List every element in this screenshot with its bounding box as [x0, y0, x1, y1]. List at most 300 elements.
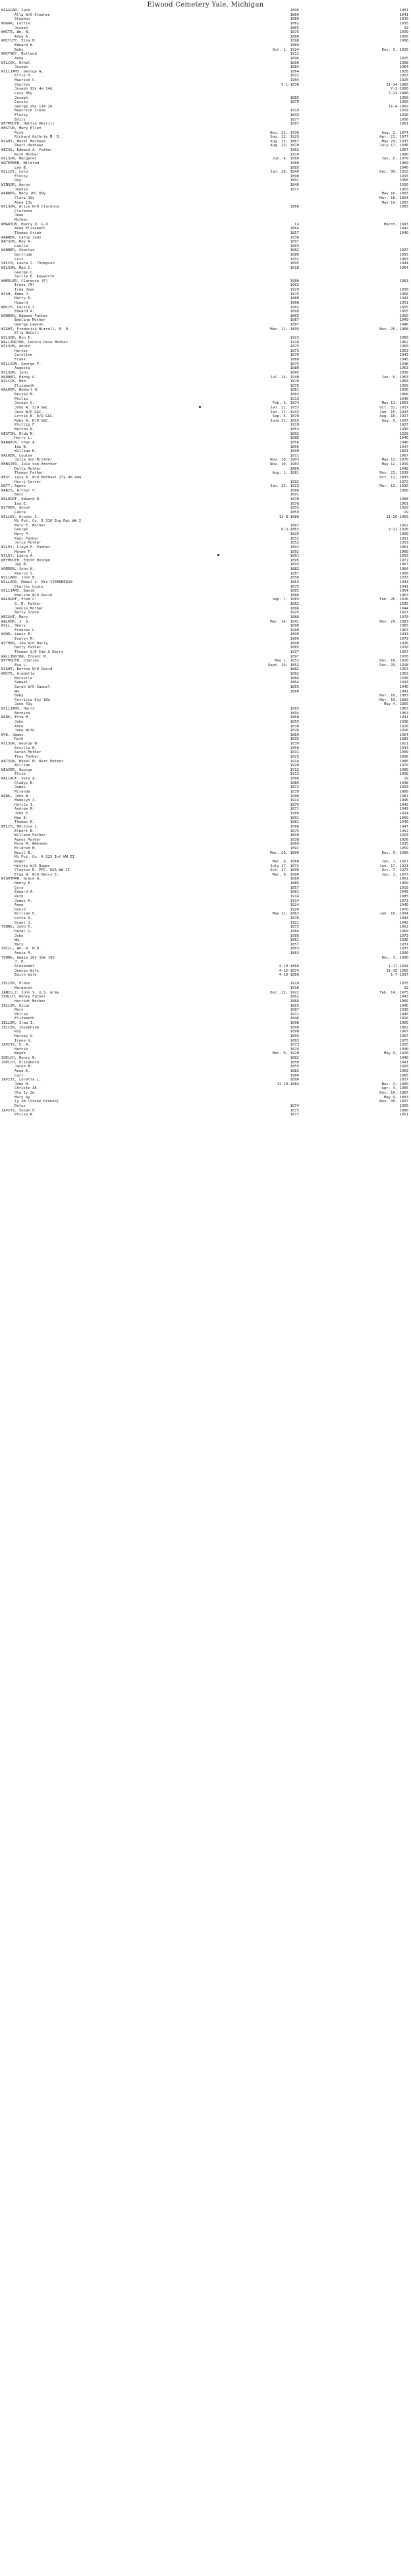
- record-died: 1942: [399, 227, 408, 231]
- record-row: [0, 921, 411, 926]
- record-born: 1866: [290, 205, 299, 210]
- record-subentry: Rick: [14, 130, 24, 135]
- record-born: 1937: [290, 650, 299, 654]
- record-born: 1890: [290, 61, 299, 65]
- record-born: 1909: [290, 637, 299, 641]
- record-died: 1968: [399, 393, 408, 397]
- record-died: 1954: [399, 589, 408, 594]
- record-died: 1954: [399, 733, 408, 737]
- record-died: 1967: [399, 453, 408, 458]
- record-born: 1897: [290, 654, 299, 659]
- record-row: [0, 480, 411, 485]
- record-row: [0, 807, 411, 812]
- record-row: [0, 546, 411, 550]
- record-born: 1889: [290, 781, 299, 785]
- record-born: 1890: [290, 174, 299, 179]
- record-born: Aug. 13, 1867: [270, 139, 299, 144]
- record-row: [0, 105, 411, 109]
- record-died: Nov. 30, 1897: [379, 1100, 408, 1104]
- record-born: Sep. 5, 1870: [272, 414, 299, 419]
- record-died: 1952: [399, 829, 408, 833]
- record-name: VELCH, Laura J. Thompson: [1, 262, 55, 266]
- record-row: [0, 188, 411, 192]
- record-died: 1947: [399, 824, 408, 829]
- record-born: Aug. 23, 1870: [270, 144, 299, 148]
- record-died: 1965: [399, 1073, 408, 1078]
- record-name: WEAVER, George: [1, 768, 33, 772]
- record-born: 1860: [290, 715, 299, 720]
- record-born: 4-19-1866: [279, 973, 299, 978]
- record-died: 1939: [399, 646, 408, 650]
- record-born: 1900: [290, 161, 299, 165]
- record-name: WEST, Lucy A. W/O Bethuel 27y 4m 4da: [1, 475, 82, 480]
- record-died: 1942: [399, 353, 408, 358]
- record-subentry: Harry Father: [14, 646, 41, 650]
- record-subentry: Flossy: [14, 174, 28, 179]
- record-died: 1963: [399, 593, 408, 598]
- record-row: [0, 379, 411, 384]
- record-died: 1985: [399, 894, 408, 899]
- record-died: Dec. 10, 1887: [379, 1091, 408, 1095]
- record-died: 1943: [399, 995, 408, 999]
- record-died: 1909: [399, 532, 408, 536]
- record-born: 1886: [290, 436, 299, 441]
- record-row: [0, 554, 411, 559]
- record-subentry: Paul Father: [14, 536, 40, 541]
- record-row: [0, 1008, 411, 1013]
- record-row: [0, 729, 411, 733]
- record-died: Dec. 29, 1918: [379, 663, 408, 667]
- record-row: [0, 585, 411, 590]
- record-subentry: Annie M.: [14, 951, 32, 955]
- record-born: 1864: [290, 227, 299, 231]
- record-died: 1949: [399, 807, 408, 812]
- record-subentry: Elbert B.: [14, 829, 35, 833]
- record-died: 1916: [399, 729, 408, 733]
- record-died: 1914: [399, 812, 408, 816]
- record-row: [0, 1069, 411, 1074]
- record-born: 1838: [290, 837, 299, 842]
- record-born: 1883: [290, 589, 299, 594]
- record-died: 1908: [399, 789, 408, 794]
- record-name: WILL, Henry: [1, 624, 26, 629]
- record-name: WILLARD, John B.: [1, 576, 37, 580]
- record-died: 1928: [399, 69, 408, 74]
- record-died: 1942: [399, 802, 408, 807]
- record-subentry: Thomas K.: [14, 820, 35, 825]
- record-died: 1956: [399, 117, 408, 122]
- record-row: [0, 772, 411, 777]
- record-row: [0, 183, 411, 188]
- record-born: 1867: [290, 318, 299, 323]
- record-row: [0, 122, 411, 126]
- record-row: [0, 310, 411, 314]
- record-born: 1910: [290, 152, 299, 157]
- record-died: 1916: [399, 183, 408, 187]
- record-died: 1961: [399, 877, 408, 882]
- record-row: [0, 986, 411, 991]
- record-died: 1940: [399, 685, 408, 689]
- record-died: 1951: [399, 300, 408, 305]
- record-born: 4-19-1866: [279, 964, 299, 968]
- record-name: ZUELCH, Elizabeth: [1, 1060, 40, 1065]
- record-row: [0, 598, 411, 602]
- record-name: WALKER, J. G.: [1, 619, 30, 624]
- record-died: 1963: [399, 257, 408, 262]
- record-row: [0, 702, 411, 707]
- record-subentry: Luella: [14, 244, 28, 248]
- record-born: 1886: [290, 253, 299, 257]
- record-subentry: Cora: [14, 885, 24, 890]
- record-died: 1968: [399, 772, 408, 777]
- record-died: Oct. 11, 1893: [379, 475, 408, 480]
- record-died: 1959: [399, 554, 408, 559]
- record-subentry: Mary P.: [14, 532, 30, 536]
- record-row: [0, 694, 411, 698]
- record-born: Jun. 4, 1899: [272, 157, 299, 161]
- record-row: [0, 502, 411, 507]
- record-died: 1935: [399, 842, 408, 847]
- record-subentry: William E.: [14, 912, 37, 916]
- record-born: Oct. 1, 1924: [272, 47, 299, 52]
- record-row: [0, 637, 411, 642]
- record-row: [0, 886, 411, 891]
- record-subentry: Mi Pvt. Co. 3 310 Eng Rgt WW I: [14, 519, 82, 524]
- record-died: 1933: [399, 576, 408, 580]
- record-born: 1891: [290, 816, 299, 820]
- record-row: [0, 882, 411, 886]
- record-row: [0, 563, 411, 567]
- record-row: [0, 52, 411, 57]
- record-row: [0, 175, 411, 179]
- record-born: 1909: [290, 812, 299, 816]
- record-row: [0, 358, 411, 362]
- record-died: Nov. 25, 1968: [379, 327, 408, 331]
- record-born: 1866: [290, 606, 299, 611]
- record-row: [0, 1100, 411, 1104]
- record-subentry: Mary 4y: [14, 1095, 30, 1100]
- record-born: 1853: [290, 428, 299, 432]
- record-row: [0, 1048, 411, 1052]
- record-died: 1963: [399, 279, 408, 283]
- record-subentry: Ruth Mother: [14, 152, 40, 157]
- record-row: [0, 1004, 411, 1009]
- record-died: 1955: [399, 1104, 408, 1108]
- dot-mark: [199, 406, 201, 408]
- record-died: Dec. 18, 1918: [379, 659, 408, 663]
- record-born: 1902: [290, 305, 299, 310]
- record-died: 1940: [399, 820, 408, 825]
- record-row: [0, 672, 411, 677]
- record-row: [0, 39, 411, 43]
- record-born: 1877: [290, 1113, 299, 1117]
- record-born: 1877: [290, 117, 299, 122]
- record-row: [0, 279, 411, 284]
- record-died: 1943: [399, 632, 408, 637]
- record-row: [0, 371, 411, 376]
- record-subentry: Harriet Mother: [14, 999, 46, 1003]
- record-name: WOOD, Lewis E.: [1, 632, 33, 637]
- record-row: [0, 462, 411, 467]
- record-born: 1892: [290, 549, 299, 554]
- record-row: [0, 306, 411, 310]
- record-died: Jun. 1, 1973: [381, 872, 408, 877]
- record-born: 1891: [290, 554, 299, 559]
- record-row: [0, 620, 411, 625]
- record-name: WEBSTER, Jule Son-Brother: [1, 462, 57, 466]
- record-died: 1963: [399, 1069, 408, 1073]
- record-born: 1914: [290, 899, 299, 903]
- record-name: WARNER, Cathy Jean: [1, 235, 41, 240]
- record-name: WILLEY, Grover C.: [1, 515, 40, 519]
- record-died: 1970: [399, 907, 408, 912]
- record-subentry: Thomas Uriah: [14, 231, 41, 235]
- record-subentry: Sallie E. Keyworth: [14, 275, 55, 279]
- record-subentry: Ruth: [14, 894, 24, 899]
- record-died: Jan. 1, 1927: [381, 859, 408, 864]
- record-born: 1875: [290, 802, 299, 807]
- record-row: [0, 825, 411, 829]
- record-died: 1956: [399, 292, 408, 296]
- record-subentry: Betty Irene: [14, 611, 40, 615]
- record-row: [0, 655, 411, 659]
- record-name: WILLSON, George F.: [1, 362, 41, 366]
- record-row: [0, 218, 411, 223]
- record-born: 1865: [290, 314, 299, 318]
- record-died: Dec. 30, 1913: [379, 170, 408, 175]
- record-died: Jan. 10, 1904: [379, 912, 408, 916]
- record-died: 1956: [399, 179, 408, 183]
- record-born: 1893: [290, 1038, 299, 1043]
- record-born: 1929: [290, 288, 299, 292]
- record-born: May 11, 1863: [272, 912, 299, 916]
- record-died: Nov. 29, 1883: [379, 619, 408, 624]
- record-born: 1875: [290, 584, 299, 589]
- record-born: 1868: [290, 824, 299, 829]
- record-subentry: George C.: [14, 270, 35, 275]
- record-subentry: Andrew M.: [14, 807, 35, 812]
- record-name: WRIGHT, Mary: [1, 615, 28, 619]
- record-name: WHITNEY, Rolland: [1, 52, 37, 57]
- record-born: 1895: [290, 737, 299, 742]
- record-died: 1906: [399, 754, 408, 759]
- record-subentry: Flossy: [14, 113, 28, 117]
- record-died: 1961: [399, 545, 408, 549]
- record-subentry: J. H.: [14, 960, 26, 965]
- record-born: 1856: [290, 445, 299, 449]
- record-row: [0, 532, 411, 537]
- record-died: Oct. 31, 1937: [379, 405, 408, 410]
- record-died: Apr. 21, 1977: [379, 135, 408, 140]
- record-died: 1938: [399, 676, 408, 681]
- record-born: 1866: [290, 676, 299, 681]
- record-subentry: Thomas S/O Ida & Harry: [14, 650, 64, 654]
- record-subentry: Agnes Mother: [14, 837, 41, 842]
- record-row: [0, 667, 411, 672]
- record-row: [0, 1021, 411, 1026]
- record-name: ZAVITZ, Susan E.: [1, 1108, 37, 1113]
- record-died: 1983: [399, 737, 408, 742]
- record-row: [0, 144, 411, 148]
- record-died: 1942: [399, 920, 408, 925]
- record-born: 1919: [290, 982, 299, 986]
- record-born: Aug. 1, 1881: [272, 471, 299, 476]
- record-died: May 16, 1893: [381, 192, 408, 196]
- record-died: 11-15-1955: [386, 968, 408, 973]
- record-born: May 1, 1852: [274, 659, 299, 663]
- record-born: 1855: [290, 1065, 299, 1069]
- record-born: 1883: [290, 1003, 299, 1008]
- record-died: 1961: [399, 501, 408, 506]
- record-died: Jan. 6, 1979: [381, 157, 408, 161]
- record-row: [0, 829, 411, 834]
- record-born: 1887: [290, 122, 299, 126]
- record-name: WILCOX, Moe: [1, 379, 26, 384]
- record-died: 1935: [399, 602, 408, 606]
- record-died: 1916: [399, 724, 408, 729]
- record-born: 1839: [290, 742, 299, 746]
- record-subentry: Charles: [14, 82, 30, 87]
- record-row: [0, 236, 411, 240]
- record-died: Nov. 4, 1909: [381, 1082, 408, 1086]
- record-subentry: George Lawson: [14, 323, 43, 327]
- record-born: 1845: [290, 370, 299, 375]
- record-subentry: Joseph: [14, 96, 28, 100]
- record-died: 1947: [399, 445, 408, 449]
- record-subentry: Irma Jean: [14, 288, 35, 292]
- record-subentry: Emeline Mother: [14, 318, 46, 323]
- record-died: 1935: [399, 1043, 408, 1048]
- record-row: [0, 9, 411, 13]
- record-subentry: Harvey S.: [14, 1034, 35, 1038]
- record-subentry: Thos Father: [14, 754, 40, 759]
- record-subentry: Philip: [14, 397, 28, 401]
- record-died: 1960: [399, 335, 408, 340]
- record-row: [0, 1017, 411, 1021]
- record-born: Jan. 15, 1923: [270, 484, 299, 489]
- record-born: Sep. 22, 1929: [270, 135, 299, 140]
- record-row: [0, 1096, 411, 1100]
- record-born: 1882: [290, 248, 299, 253]
- record-born: 1893: [290, 563, 299, 567]
- record-row: [0, 1091, 411, 1096]
- record-subentry: Harry E.: [14, 296, 32, 301]
- record-row: [0, 283, 411, 288]
- record-row: [0, 449, 411, 454]
- record-subentry: Maurice C.: [14, 78, 37, 82]
- record-row: [0, 410, 411, 415]
- record-name: WHITLEY, Elsa B.: [1, 39, 37, 43]
- record-died: 1961: [399, 122, 408, 126]
- record-subentry: Patricia 62y 10m: [14, 698, 50, 702]
- record-name: WILSON, George W.: [1, 742, 40, 746]
- record-born: 1892: [290, 480, 299, 484]
- record-row: [0, 454, 411, 459]
- record-name: WILEY, Laura A.: [1, 554, 35, 559]
- record-died: 1953: [399, 349, 408, 353]
- record-subentry: Christe 38: [14, 1086, 37, 1091]
- record-born: 1883: [290, 1069, 299, 1073]
- record-died: Mar. 10, 1883: [379, 698, 408, 702]
- record-born: Nov. 10, 1903: [270, 462, 299, 466]
- record-died: 1948: [399, 1056, 408, 1060]
- record-row: [0, 484, 411, 489]
- record-born: 1876: [290, 383, 299, 388]
- record-born: 1904: [290, 78, 299, 82]
- record-died: 1972: [399, 558, 408, 563]
- record-subentry: Stephen: [14, 17, 30, 22]
- record-subentry: Evelyn M.: [14, 637, 35, 641]
- record-row: [0, 895, 411, 899]
- record-born: 5-1-1836: [281, 82, 299, 87]
- record-subentry: Willard Father: [14, 833, 46, 838]
- record-row: [0, 951, 411, 956]
- record-row: [0, 978, 411, 982]
- record-row: [0, 777, 411, 781]
- record-subentry: William: [14, 764, 30, 768]
- record-died: 1941: [399, 584, 408, 589]
- record-name: ZUELCH, Henry N.: [1, 1056, 37, 1060]
- record-row: [0, 559, 411, 563]
- record-subentry: Gladys E.: [14, 781, 35, 785]
- record-name: WILEY, Lloyd F. Father: [1, 545, 51, 549]
- record-row: [0, 157, 411, 161]
- record-row: [0, 589, 411, 594]
- record-subentry: Della Mother: [14, 466, 41, 471]
- record-born: 1890: [290, 449, 299, 454]
- record-born: 1831: [290, 750, 299, 755]
- record-born: 1875: [290, 362, 299, 366]
- record-subentry: Mi Pvt. Co. A 123 Inf WW II: [14, 855, 74, 860]
- record-died: 7-2-1890: [391, 87, 408, 92]
- record-subentry: Delos: [14, 1104, 26, 1108]
- record-row: [0, 698, 411, 703]
- record-died: 1930: [399, 1047, 408, 1051]
- record-died: 1938: [399, 719, 408, 724]
- record-row: [0, 524, 411, 528]
- record-born: 1862: [290, 21, 299, 26]
- record-name: WILLIAMS, David: [1, 589, 35, 594]
- record-row: [0, 401, 411, 406]
- record-died: 1980: [399, 1108, 408, 1113]
- record-row: [0, 576, 411, 580]
- record-name: WILSON, John: [1, 370, 28, 375]
- record-died: 1950: [399, 379, 408, 384]
- record-subentry: Leo B.: [14, 165, 28, 170]
- record-subentry: Frances L.: [14, 628, 37, 632]
- record-row: [0, 960, 411, 965]
- record-subentry: Ella McColl: [14, 331, 40, 336]
- record-born: 1868: [290, 358, 299, 362]
- record-born: 1872: [290, 187, 299, 192]
- record-born: Mar. 29, 1899: [270, 851, 299, 855]
- record-row: [0, 725, 411, 729]
- record-died: Aug. 16, 1927: [379, 414, 408, 419]
- record-row: [0, 87, 411, 92]
- record-name: WILSON, Margaret: [1, 157, 37, 161]
- record-row: [0, 742, 411, 746]
- record-row: [0, 659, 411, 663]
- record-row: [0, 393, 411, 397]
- record-row: [0, 930, 411, 934]
- record-born: 1863: [290, 951, 299, 955]
- record-subentry: Marcella: [14, 676, 32, 681]
- record-subentry: William H.: [14, 449, 37, 454]
- record-row: [0, 795, 411, 799]
- record-row: [0, 210, 411, 214]
- record-died: 1944: [399, 262, 408, 266]
- record-died: 1962: [399, 1025, 408, 1030]
